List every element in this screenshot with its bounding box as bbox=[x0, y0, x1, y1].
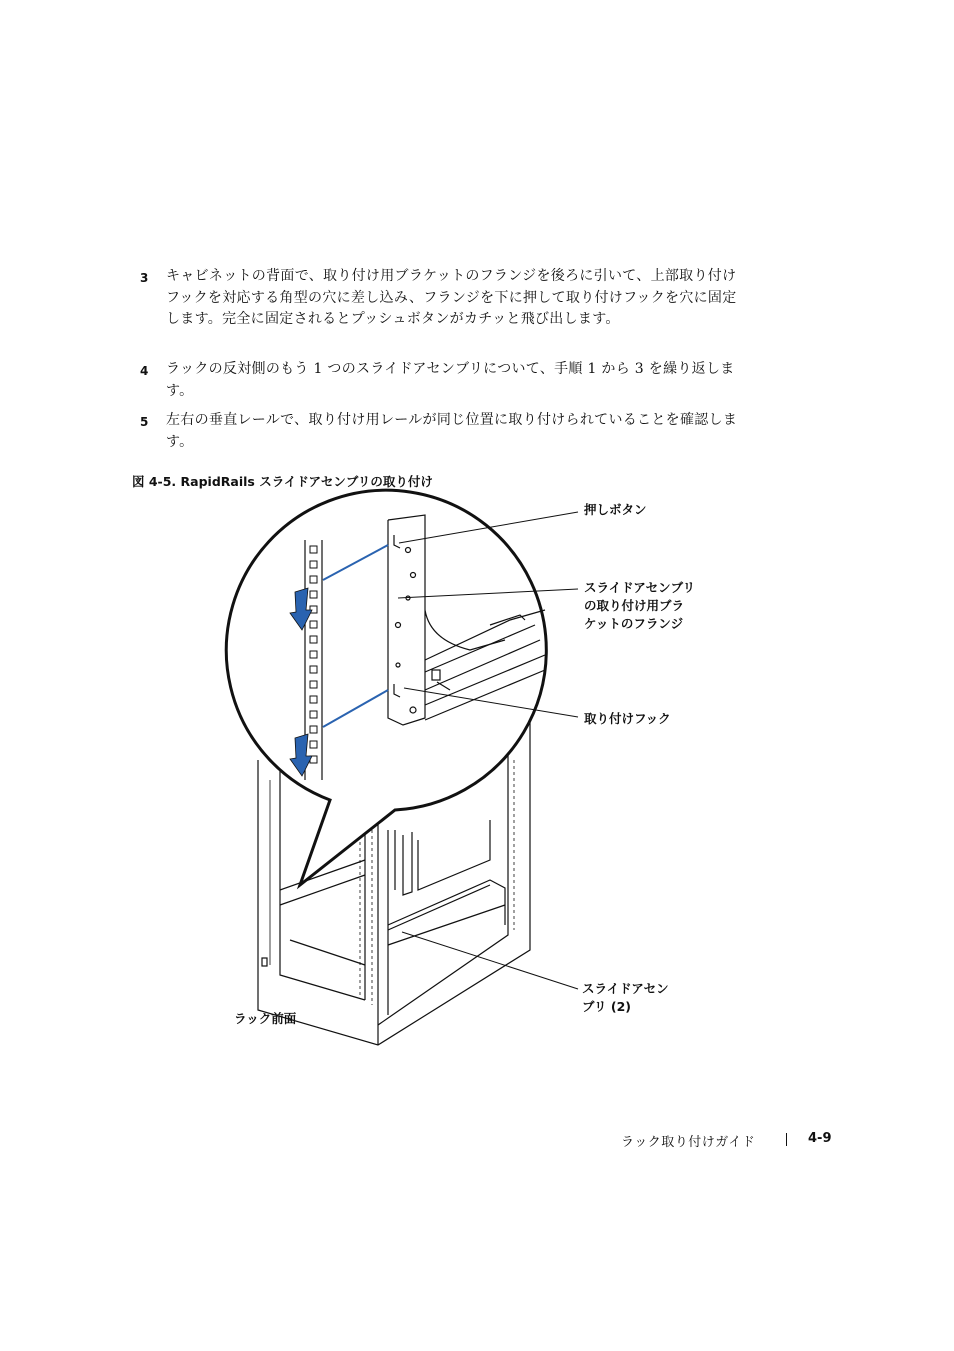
step-text: ラックの反対側のもう 1 つのスライドアセンブリについて、手順 1 から 3 を繰り返します。 bbox=[166, 361, 735, 399]
magnifier-outline bbox=[226, 490, 546, 885]
step-number: 4 bbox=[140, 364, 149, 378]
page-number: 4-9 bbox=[808, 1131, 832, 1146]
step-text: 左右の垂直レールで、取り付け用レールが同じ位置に取り付けられていることを確認します。 bbox=[166, 412, 738, 450]
footer-section-title: ラック取り付けガイド bbox=[621, 1135, 756, 1150]
callout-rack-front: ラック前面 bbox=[234, 1011, 297, 1026]
callout-push-button: 押しボタン bbox=[584, 502, 647, 517]
callout-hook: 取り付けフック bbox=[584, 711, 671, 726]
figure-caption: 図 4-5. RapidRails スライドアセンブリの取り付け bbox=[132, 474, 433, 489]
step-number: 5 bbox=[140, 415, 149, 429]
callout-bracket-flange: スライドアセンブリ の取り付け用ブラ ケットのフランジ bbox=[584, 580, 696, 631]
callout-slide-assembly: スライドアセン ブリ (2) bbox=[582, 981, 669, 1014]
step-number: 3 bbox=[140, 271, 149, 285]
footer-divider bbox=[786, 1133, 787, 1146]
step-text: キャビネットの背面で、取り付け用ブラケットのフランジを後ろに引いて、上部取り付けフックを対応する角型の穴に差し込み、フランジを下に押して取り付けフックを穴に固定します。完全に固定されるとプッシュボタンがカチッと飛び出します。 bbox=[166, 268, 737, 327]
